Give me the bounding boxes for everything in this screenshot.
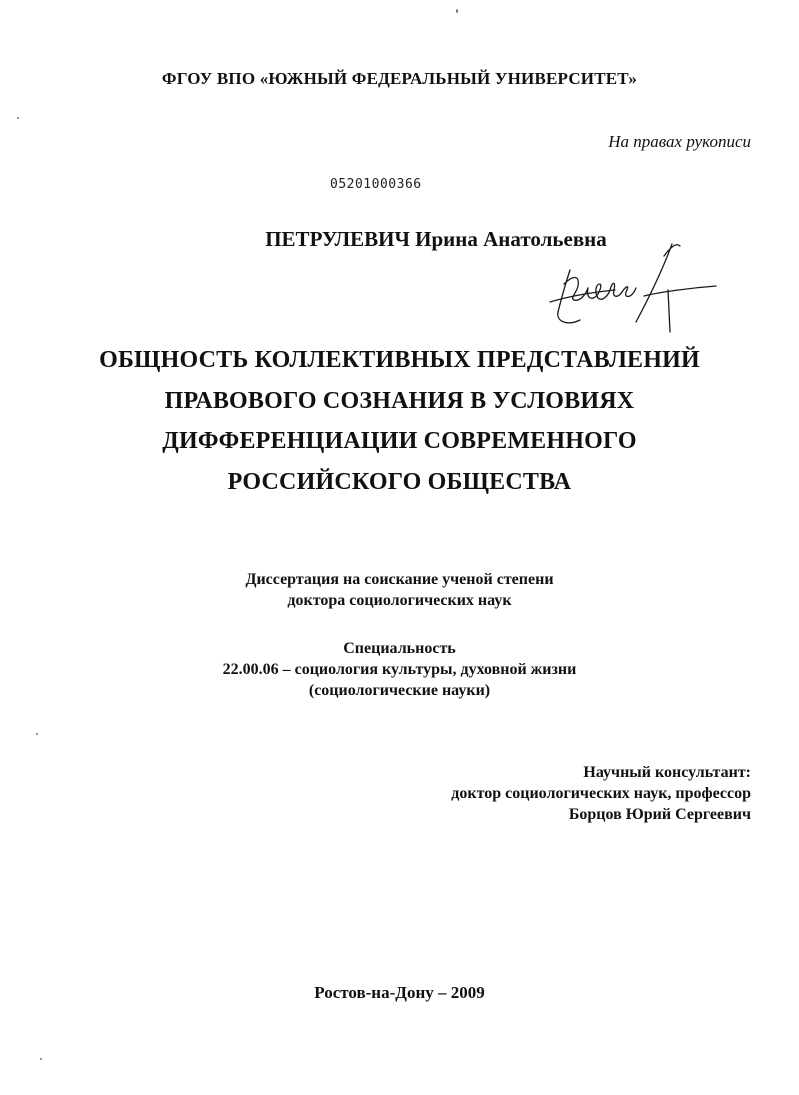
handwritten-signature: [540, 236, 720, 346]
specialty-field-line: (социологические науки): [308, 682, 491, 699]
advisor-heading: Научный консультант:: [583, 764, 751, 781]
scan-speck: [40, 1058, 42, 1060]
manuscript-note: На правах рукописи: [608, 132, 751, 151]
specialty-block: [0, 638, 799, 701]
title-line: ОБЩНОСТЬ КОЛЛЕКТИВНЫХ ПРЕДСТАВЛЕНИЙ: [99, 347, 700, 373]
institution-name: ФГОУ ВПО «ЮЖНЫЙ ФЕДЕРАЛЬНЫЙ УНИВЕРСИТЕТ»: [161, 69, 638, 88]
degree-line: Диссертация на соискание ученой степени: [245, 571, 554, 588]
city-year: Ростов-на-Дону – 2009: [314, 983, 485, 1002]
scan-speck: [17, 117, 19, 119]
catalog-code: 05201000366: [330, 177, 422, 192]
specialty-heading: Специальность: [343, 640, 456, 657]
scientific-advisor: [451, 762, 751, 825]
scan-speck: [36, 733, 38, 735]
advisor-name: Борцов Юрий Сергеевич: [568, 806, 751, 823]
degree-line: доктора социологических наук: [287, 592, 512, 609]
degree-statement: [0, 569, 799, 611]
title-line: ПРАВОВОГО СОЗНАНИЯ В УСЛОВИЯХ: [164, 387, 635, 414]
scan-speck: [456, 9, 458, 13]
title-line: ДИФФЕРЕНЦИАЦИИ СОВРЕМЕННОГО: [162, 428, 637, 454]
advisor-credentials: доктор социологических наук, профессор: [451, 785, 751, 802]
title-line: РОССИЙСКОГО ОБЩЕСТВА: [227, 468, 572, 495]
dissertation-title: [0, 340, 799, 502]
specialty-code-line: 22.00.06 – социология культуры, духовной жизни: [222, 661, 577, 678]
author-name: ПЕТРУЛЕВИЧ Ирина Анатольевна: [265, 227, 607, 251]
